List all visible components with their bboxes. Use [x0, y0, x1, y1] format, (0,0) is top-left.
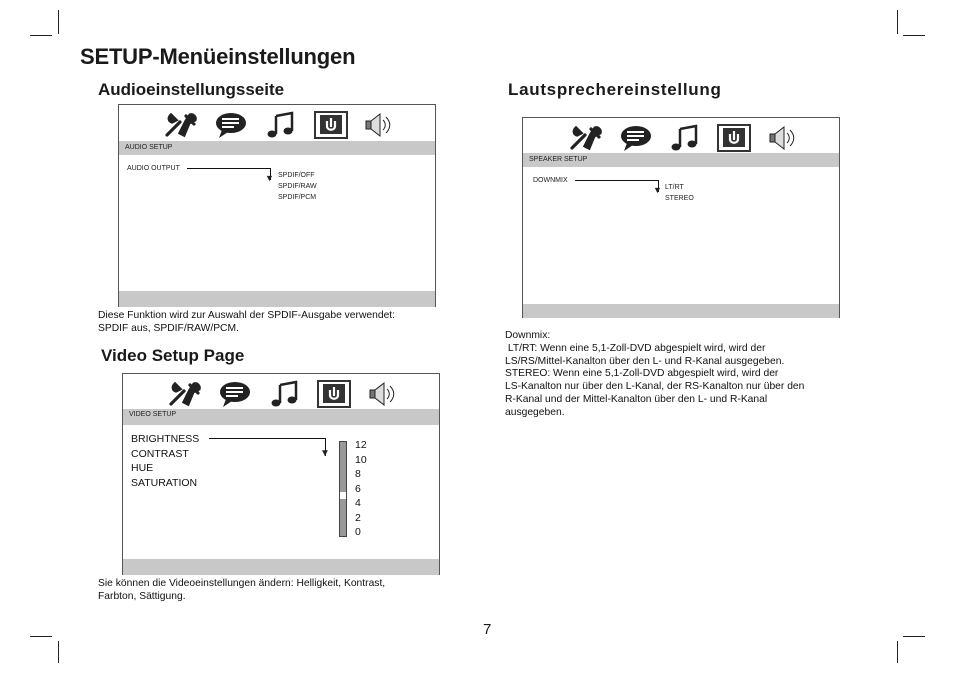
downmix-label[interactable]: DOWNMIX [533, 177, 568, 184]
audio-option[interactable]: SPDIF/OFF [278, 172, 315, 179]
video-setup-bar: VIDEO SETUP [123, 409, 439, 425]
audio-option[interactable]: SPDIF/RAW [278, 183, 317, 190]
brightness-item[interactable]: BRIGHTNESS [131, 433, 200, 445]
page-title: SETUP-Menüeinstellungen [80, 44, 356, 69]
crop-mark [30, 35, 52, 36]
crop-mark [897, 641, 898, 663]
speech-bubble-icon[interactable] [619, 124, 653, 152]
connector-line [209, 438, 326, 439]
loudspeaker-icon[interactable] [766, 124, 800, 152]
video-setup-panel [122, 373, 440, 575]
speaker-setup-icon[interactable] [314, 111, 348, 139]
audio-setup-panel [118, 104, 436, 307]
menu-icon-bar [119, 105, 435, 143]
menu-icon-bar [523, 118, 839, 156]
connector-line [575, 180, 659, 181]
downmix-option[interactable]: STEREO [665, 195, 694, 202]
video-description: Sie können die Videoeinstellungen ändern: Helligkeit, Kontrast, Farbton, Sättigung. [98, 578, 386, 602]
footer-bar [123, 559, 439, 575]
speech-bubble-icon[interactable] [214, 111, 248, 139]
connector-line [187, 168, 271, 169]
speaker-setup-icon[interactable] [717, 124, 751, 152]
tools-icon[interactable] [164, 111, 198, 139]
speaker-setup-panel [522, 117, 840, 318]
audio-description: Diese Funktion wird zur Auswahl der SPDIF-Ausgabe verwendet: SPDIF aus, SPDIF/RAW/PCM. [98, 310, 396, 334]
footer-bar [523, 304, 839, 318]
level-slider[interactable] [339, 441, 347, 537]
footer-bar [119, 291, 435, 307]
arrow-down-icon: ▼ [320, 448, 330, 459]
level-scale: 12 10 8 6 4 2 0 [355, 439, 367, 538]
music-note-icon[interactable] [269, 380, 303, 408]
arrow-down-icon: ▼ [265, 173, 274, 183]
crop-mark [58, 10, 59, 34]
speech-bubble-icon[interactable] [218, 380, 252, 408]
arrow-down-icon: ▼ [653, 185, 662, 195]
loudspeaker-icon[interactable] [362, 111, 396, 139]
audio-output-label[interactable]: AUDIO OUTPUT [127, 165, 180, 172]
speaker-description: Downmix: LT/RT: Wenn eine 5,1-Zoll-DVD abgespielt wird, wird der LS/RS/Mittel-Kanalton über den L- und R-Kanal ausgegeben. STEREO: Wenn eine 5,1-Zoll-DVD abgespielt wird, wird der LS-Kanalton nur über den L-Kanal, der RS-Kanalton nur über den R-Kanal und der Mittel-Kanalton über den L- und R-Kanal ausgegeben. [505, 330, 805, 418]
hue-item[interactable]: HUE [131, 462, 154, 474]
page-number: 7 [483, 621, 492, 638]
slider-handle[interactable] [339, 492, 347, 499]
crop-mark [903, 636, 925, 637]
menu-icon-bar [123, 374, 439, 412]
music-note-icon[interactable] [669, 124, 703, 152]
downmix-option[interactable]: LT/RT [665, 184, 684, 191]
crop-mark [58, 641, 59, 663]
video-heading: Video Setup Page [101, 346, 245, 365]
crop-mark [30, 636, 52, 637]
contrast-item[interactable]: CONTRAST [131, 448, 189, 460]
saturation-item[interactable]: SATURATION [131, 477, 198, 489]
music-note-icon[interactable] [265, 111, 299, 139]
audio-option[interactable]: SPDIF/PCM [278, 194, 317, 201]
tools-icon[interactable] [569, 124, 603, 152]
audio-setup-bar: AUDIO SETUP [119, 141, 435, 155]
tools-icon[interactable] [168, 380, 202, 408]
audio-heading: Audioeinstellungsseite [98, 80, 285, 99]
crop-mark [897, 10, 898, 34]
loudspeaker-icon[interactable] [366, 380, 400, 408]
speaker-heading: Lautsprechereinstellung [508, 80, 722, 99]
speaker-setup-bar: SPEAKER SETUP [523, 153, 839, 167]
crop-mark [903, 35, 925, 36]
speaker-setup-icon[interactable] [317, 380, 351, 408]
